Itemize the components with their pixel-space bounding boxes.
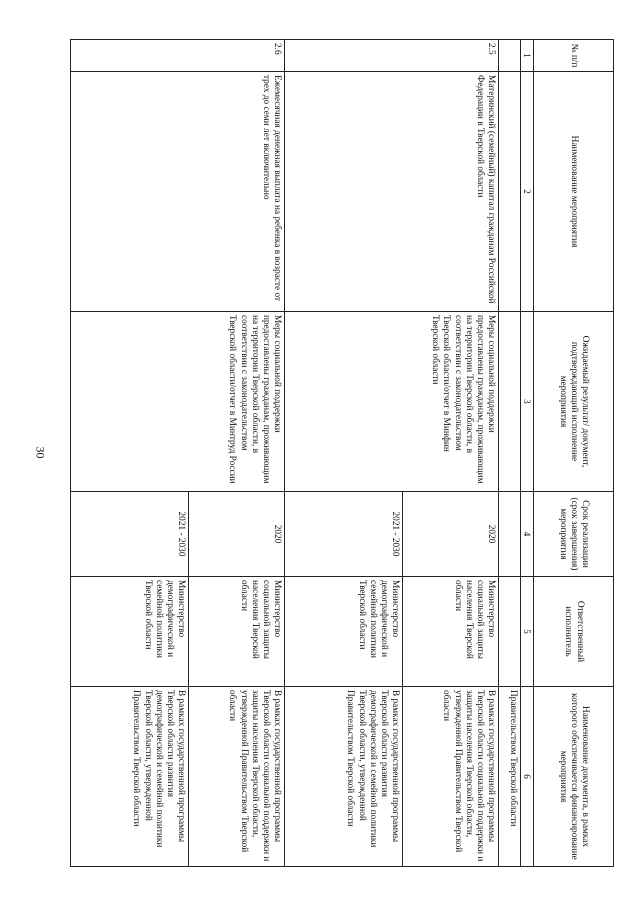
header-document: Наименование документа, в рамках которого обеспечивается финансирование мероприятия [534, 687, 614, 867]
period: 2021 - 2030 [71, 492, 189, 577]
funding-document: В рамках государственной программы Тверской области развития демографической и семейной политики Тверской области, утвержденной Правительством Тверской области [285, 687, 403, 867]
measure-name: Ежемесячная денежная выплата на ребенка в возрасте от трех до семи лет включительно [71, 72, 285, 312]
funding-document: В рамках государственной программы Тверской области социальной поддержки и защиты населения Тверской области, утвержденной Правительством Тверской области [403, 687, 499, 867]
header-executor: Ответственный исполнитель [534, 577, 614, 687]
header-row [534, 40, 614, 867]
executor: Министерство демографической и семейной политики Тверской области [285, 577, 403, 687]
column-number: 1 [521, 40, 534, 72]
column-number: 2 [521, 72, 534, 312]
period: 2021 - 2030 [285, 492, 403, 577]
expected-result: Меры социальной поддержки предоставлены гражданам, проживающим на территории Тверской области, в соответствии с законодательством Тверской области/отчет в Минтруд России [71, 312, 285, 492]
period: 2020 [189, 492, 285, 577]
header-measure-name: Наименование мероприятия [534, 72, 614, 312]
table-row [403, 40, 499, 867]
expected-result: Меры социальной поддержки предоставлены гражданам, проживающим на территории Тверской области, в соответствии с законодательством Тверской области/отчет в Минфин Тверской области [285, 312, 499, 492]
continuation-document: Правительством Тверской области [499, 687, 521, 867]
funding-document: В рамках государственной программы Тверской области социальной поддержки и защиты населения Тверской области, утвержденной Правительством Тверской области [189, 687, 285, 867]
period: 2020 [403, 492, 499, 577]
row-number: 2.6 [71, 40, 285, 72]
header-period: Срок реализации (срок завершения) мероприятия [534, 492, 614, 577]
column-number: 6 [521, 687, 534, 867]
row-number: 2.5 [285, 40, 499, 72]
executor: Министерство социальной защиты населения Тверской области [189, 577, 285, 687]
measures-table [70, 39, 614, 867]
table-row [189, 40, 285, 867]
column-number: 5 [521, 577, 534, 687]
rotated-table-sheet [94, 39, 614, 866]
column-number: 4 [521, 492, 534, 577]
header-expected-result: Ожидаемый результат/ документ, подтверждающий исполнение мероприятия [534, 312, 614, 492]
executor: Министерство демографической и семейной политики Тверской области [71, 577, 189, 687]
measure-name: Материнский (семейный) капитал гражданам Российской Федерации в Тверской области [285, 72, 499, 312]
column-number: 3 [521, 312, 534, 492]
executor: Министерство социальной защиты населения Тверской области [403, 577, 499, 687]
continuation-row [499, 40, 521, 867]
header-number: № п/п [534, 40, 614, 72]
column-number-row [521, 40, 534, 867]
funding-document: В рамках государственной программы Тверской области развития демографической и семейной политики Тверской области, утвержденной Правительством Тверской области [71, 687, 189, 867]
page-number: 30 [33, 446, 48, 459]
